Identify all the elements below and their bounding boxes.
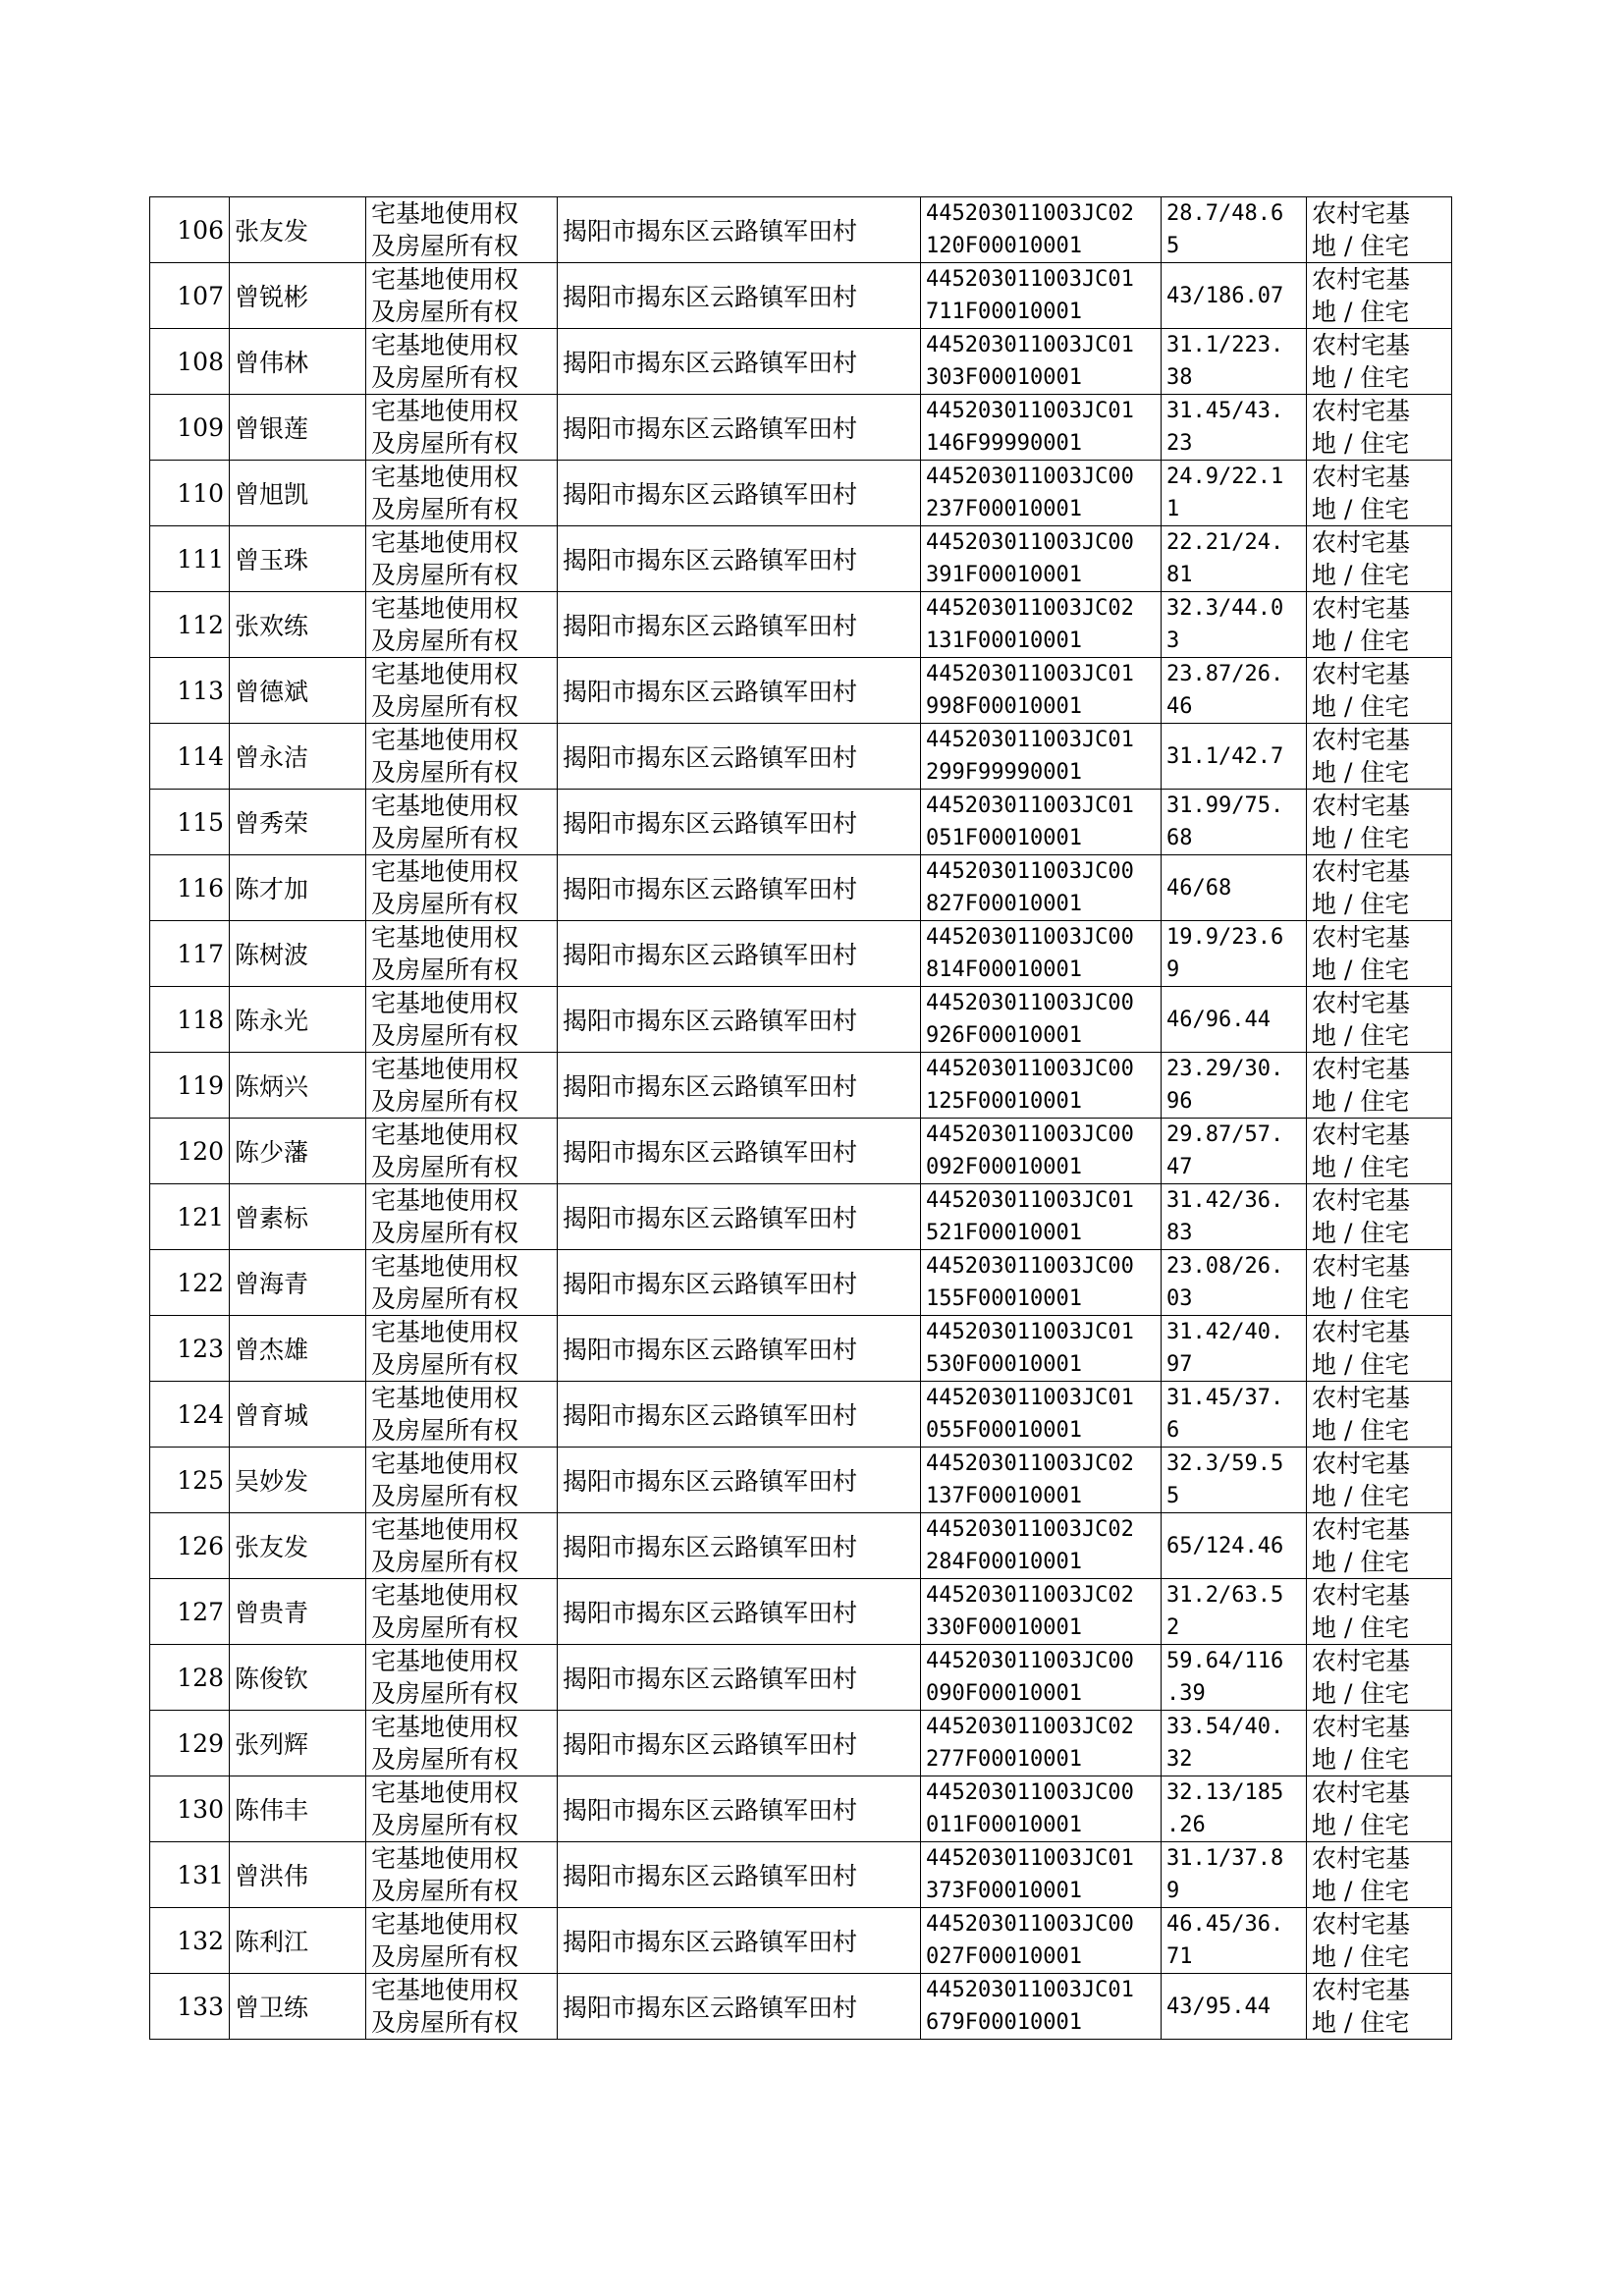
right-type-cell: 宅基地使用权 及房屋所有权 [366, 987, 558, 1053]
row-number-cell: 130 [150, 1776, 230, 1842]
area-cell: 43/95.44 [1162, 1974, 1307, 2040]
location-cell: 揭阳市揭东区云路镇军田村 [558, 1908, 921, 1974]
usage-cell: 农村宅基 地 / 住宅 [1307, 1250, 1452, 1316]
row-number-cell: 112 [150, 592, 230, 658]
owner-name-cell: 陈永光 [230, 987, 366, 1053]
usage-cell: 农村宅基 地 / 住宅 [1307, 395, 1452, 461]
row-number-cell: 120 [150, 1119, 230, 1184]
row-number-cell: 127 [150, 1579, 230, 1645]
usage-cell: 农村宅基 地 / 住宅 [1307, 987, 1452, 1053]
table-row [150, 1250, 1452, 1316]
unit-code-cell: 445203011003JC01 998F00010001 [921, 658, 1162, 724]
row-number-cell: 128 [150, 1645, 230, 1711]
owner-name-cell: 曾锐彬 [230, 263, 366, 329]
table-row [150, 1053, 1452, 1119]
usage-cell: 农村宅基 地 / 住宅 [1307, 197, 1452, 263]
area-cell: 46/96.44 [1162, 987, 1307, 1053]
row-number-cell: 132 [150, 1908, 230, 1974]
area-cell: 43/186.07 [1162, 263, 1307, 329]
table-row [150, 1974, 1452, 2040]
row-number-cell: 113 [150, 658, 230, 724]
right-type-cell: 宅基地使用权 及房屋所有权 [366, 658, 558, 724]
owner-name-cell: 陈才加 [230, 855, 366, 921]
usage-cell: 农村宅基 地 / 住宅 [1307, 855, 1452, 921]
unit-code-cell: 445203011003JC02 120F00010001 [921, 197, 1162, 263]
table-row [150, 592, 1452, 658]
area-cell: 31.1/223. 38 [1162, 329, 1307, 395]
owner-name-cell: 陈利江 [230, 1908, 366, 1974]
usage-cell: 农村宅基 地 / 住宅 [1307, 1842, 1452, 1908]
location-cell: 揭阳市揭东区云路镇军田村 [558, 263, 921, 329]
unit-code-cell: 445203011003JC01 146F99990001 [921, 395, 1162, 461]
unit-code-cell: 445203011003JC00 155F00010001 [921, 1250, 1162, 1316]
unit-code-cell: 445203011003JC00 391F00010001 [921, 526, 1162, 592]
usage-cell: 农村宅基 地 / 住宅 [1307, 1908, 1452, 1974]
table-row [150, 526, 1452, 592]
location-cell: 揭阳市揭东区云路镇军田村 [558, 592, 921, 658]
unit-code-cell: 445203011003JC02 284F00010001 [921, 1513, 1162, 1579]
table-row [150, 1579, 1452, 1645]
area-cell: 31.42/40. 97 [1162, 1316, 1307, 1382]
usage-cell: 农村宅基 地 / 住宅 [1307, 1382, 1452, 1448]
area-cell: 23.29/30. 96 [1162, 1053, 1307, 1119]
usage-cell: 农村宅基 地 / 住宅 [1307, 526, 1452, 592]
location-cell: 揭阳市揭东区云路镇军田村 [558, 1382, 921, 1448]
area-cell: 31.2/63.5 2 [1162, 1579, 1307, 1645]
right-type-cell: 宅基地使用权 及房屋所有权 [366, 1776, 558, 1842]
right-type-cell: 宅基地使用权 及房屋所有权 [366, 526, 558, 592]
area-cell: 32.13/185 .26 [1162, 1776, 1307, 1842]
location-cell: 揭阳市揭东区云路镇军田村 [558, 921, 921, 987]
row-number-cell: 110 [150, 461, 230, 526]
table-row [150, 1513, 1452, 1579]
table-body [150, 197, 1452, 2040]
usage-cell: 农村宅基 地 / 住宅 [1307, 1579, 1452, 1645]
owner-name-cell: 陈树波 [230, 921, 366, 987]
location-cell: 揭阳市揭东区云路镇军田村 [558, 1316, 921, 1382]
unit-code-cell: 445203011003JC00 814F00010001 [921, 921, 1162, 987]
owner-name-cell: 曾洪伟 [230, 1842, 366, 1908]
area-cell: 23.08/26. 03 [1162, 1250, 1307, 1316]
right-type-cell: 宅基地使用权 及房屋所有权 [366, 1711, 558, 1776]
unit-code-cell: 445203011003JC01 051F00010001 [921, 790, 1162, 855]
unit-code-cell: 445203011003JC01 303F00010001 [921, 329, 1162, 395]
owner-name-cell: 张欢练 [230, 592, 366, 658]
location-cell: 揭阳市揭东区云路镇军田村 [558, 329, 921, 395]
location-cell: 揭阳市揭东区云路镇军田村 [558, 1974, 921, 2040]
right-type-cell: 宅基地使用权 及房屋所有权 [366, 395, 558, 461]
row-number-cell: 111 [150, 526, 230, 592]
area-cell: 46.45/36. 71 [1162, 1908, 1307, 1974]
usage-cell: 农村宅基 地 / 住宅 [1307, 658, 1452, 724]
unit-code-cell: 445203011003JC01 055F00010001 [921, 1382, 1162, 1448]
usage-cell: 农村宅基 地 / 住宅 [1307, 921, 1452, 987]
table-row [150, 1842, 1452, 1908]
unit-code-cell: 445203011003JC00 090F00010001 [921, 1645, 1162, 1711]
row-number-cell: 123 [150, 1316, 230, 1382]
right-type-cell: 宅基地使用权 及房屋所有权 [366, 1842, 558, 1908]
row-number-cell: 129 [150, 1711, 230, 1776]
right-type-cell: 宅基地使用权 及房屋所有权 [366, 1908, 558, 1974]
right-type-cell: 宅基地使用权 及房屋所有权 [366, 1316, 558, 1382]
table-row [150, 1382, 1452, 1448]
row-number-cell: 126 [150, 1513, 230, 1579]
usage-cell: 农村宅基 地 / 住宅 [1307, 461, 1452, 526]
row-number-cell: 133 [150, 1974, 230, 2040]
table-row [150, 395, 1452, 461]
location-cell: 揭阳市揭东区云路镇军田村 [558, 1645, 921, 1711]
area-cell: 59.64/116 .39 [1162, 1645, 1307, 1711]
owner-name-cell: 曾秀荣 [230, 790, 366, 855]
right-type-cell: 宅基地使用权 及房屋所有权 [366, 790, 558, 855]
area-cell: 23.87/26. 46 [1162, 658, 1307, 724]
area-cell: 65/124.46 [1162, 1513, 1307, 1579]
area-cell: 28.7/48.6 5 [1162, 197, 1307, 263]
owner-name-cell: 曾素标 [230, 1184, 366, 1250]
location-cell: 揭阳市揭东区云路镇军田村 [558, 526, 921, 592]
right-type-cell: 宅基地使用权 及房屋所有权 [366, 1974, 558, 2040]
area-cell: 22.21/24. 81 [1162, 526, 1307, 592]
table-row [150, 1119, 1452, 1184]
owner-name-cell: 陈少藩 [230, 1119, 366, 1184]
owner-name-cell: 陈炳兴 [230, 1053, 366, 1119]
location-cell: 揭阳市揭东区云路镇军田村 [558, 197, 921, 263]
owner-name-cell: 曾德斌 [230, 658, 366, 724]
usage-cell: 农村宅基 地 / 住宅 [1307, 1448, 1452, 1513]
right-type-cell: 宅基地使用权 及房屋所有权 [366, 329, 558, 395]
location-cell: 揭阳市揭东区云路镇军田村 [558, 1711, 921, 1776]
owner-name-cell: 曾永洁 [230, 724, 366, 790]
unit-code-cell: 445203011003JC00 011F00010001 [921, 1776, 1162, 1842]
row-number-cell: 117 [150, 921, 230, 987]
location-cell: 揭阳市揭东区云路镇军田村 [558, 1184, 921, 1250]
unit-code-cell: 445203011003JC02 131F00010001 [921, 592, 1162, 658]
area-cell: 31.45/43. 23 [1162, 395, 1307, 461]
area-cell: 32.3/59.5 5 [1162, 1448, 1307, 1513]
usage-cell: 农村宅基 地 / 住宅 [1307, 329, 1452, 395]
unit-code-cell: 445203011003JC02 137F00010001 [921, 1448, 1162, 1513]
unit-code-cell: 445203011003JC01 711F00010001 [921, 263, 1162, 329]
row-number-cell: 108 [150, 329, 230, 395]
right-type-cell: 宅基地使用权 及房屋所有权 [366, 921, 558, 987]
location-cell: 揭阳市揭东区云路镇军田村 [558, 855, 921, 921]
right-type-cell: 宅基地使用权 及房屋所有权 [366, 1448, 558, 1513]
right-type-cell: 宅基地使用权 及房屋所有权 [366, 1053, 558, 1119]
registration-table [149, 196, 1452, 2040]
area-cell: 46/68 [1162, 855, 1307, 921]
area-cell: 32.3/44.0 3 [1162, 592, 1307, 658]
location-cell: 揭阳市揭东区云路镇军田村 [558, 1513, 921, 1579]
row-number-cell: 121 [150, 1184, 230, 1250]
unit-code-cell: 445203011003JC00 125F00010001 [921, 1053, 1162, 1119]
area-cell: 31.42/36. 83 [1162, 1184, 1307, 1250]
area-cell: 29.87/57. 47 [1162, 1119, 1307, 1184]
usage-cell: 农村宅基 地 / 住宅 [1307, 1513, 1452, 1579]
row-number-cell: 124 [150, 1382, 230, 1448]
usage-cell: 农村宅基 地 / 住宅 [1307, 592, 1452, 658]
row-number-cell: 125 [150, 1448, 230, 1513]
row-number-cell: 109 [150, 395, 230, 461]
owner-name-cell: 曾海青 [230, 1250, 366, 1316]
unit-code-cell: 445203011003JC01 530F00010001 [921, 1316, 1162, 1382]
usage-cell: 农村宅基 地 / 住宅 [1307, 1645, 1452, 1711]
row-number-cell: 118 [150, 987, 230, 1053]
owner-name-cell: 曾育城 [230, 1382, 366, 1448]
unit-code-cell: 445203011003JC00 237F00010001 [921, 461, 1162, 526]
unit-code-cell: 445203011003JC02 330F00010001 [921, 1579, 1162, 1645]
usage-cell: 农村宅基 地 / 住宅 [1307, 724, 1452, 790]
usage-cell: 农村宅基 地 / 住宅 [1307, 1974, 1452, 2040]
table-row [150, 921, 1452, 987]
unit-code-cell: 445203011003JC02 277F00010001 [921, 1711, 1162, 1776]
owner-name-cell: 曾伟林 [230, 329, 366, 395]
usage-cell: 农村宅基 地 / 住宅 [1307, 1184, 1452, 1250]
table-row [150, 329, 1452, 395]
right-type-cell: 宅基地使用权 及房屋所有权 [366, 1184, 558, 1250]
location-cell: 揭阳市揭东区云路镇军田村 [558, 1579, 921, 1645]
usage-cell: 农村宅基 地 / 住宅 [1307, 1053, 1452, 1119]
owner-name-cell: 曾玉珠 [230, 526, 366, 592]
area-cell: 31.45/37. 6 [1162, 1382, 1307, 1448]
right-type-cell: 宅基地使用权 及房屋所有权 [366, 1250, 558, 1316]
right-type-cell: 宅基地使用权 及房屋所有权 [366, 855, 558, 921]
right-type-cell: 宅基地使用权 及房屋所有权 [366, 1382, 558, 1448]
owner-name-cell: 曾旭凯 [230, 461, 366, 526]
owner-name-cell: 张友发 [230, 1513, 366, 1579]
area-cell: 31.1/37.8 9 [1162, 1842, 1307, 1908]
owner-name-cell: 陈俊钦 [230, 1645, 366, 1711]
location-cell: 揭阳市揭东区云路镇军田村 [558, 658, 921, 724]
location-cell: 揭阳市揭东区云路镇军田村 [558, 1448, 921, 1513]
unit-code-cell: 445203011003JC00 926F00010001 [921, 987, 1162, 1053]
unit-code-cell: 445203011003JC01 299F99990001 [921, 724, 1162, 790]
usage-cell: 农村宅基 地 / 住宅 [1307, 790, 1452, 855]
table-row [150, 263, 1452, 329]
location-cell: 揭阳市揭东区云路镇军田村 [558, 1053, 921, 1119]
location-cell: 揭阳市揭东区云路镇军田村 [558, 1250, 921, 1316]
table-row [150, 658, 1452, 724]
table-row [150, 1645, 1452, 1711]
usage-cell: 农村宅基 地 / 住宅 [1307, 1119, 1452, 1184]
location-cell: 揭阳市揭东区云路镇军田村 [558, 790, 921, 855]
table-row [150, 461, 1452, 526]
table-row [150, 197, 1452, 263]
table-row [150, 987, 1452, 1053]
right-type-cell: 宅基地使用权 及房屋所有权 [366, 1579, 558, 1645]
location-cell: 揭阳市揭东区云路镇军田村 [558, 1119, 921, 1184]
row-number-cell: 131 [150, 1842, 230, 1908]
table-row [150, 1184, 1452, 1250]
owner-name-cell: 张友发 [230, 197, 366, 263]
row-number-cell: 115 [150, 790, 230, 855]
area-cell: 24.9/22.1 1 [1162, 461, 1307, 526]
table-row [150, 1908, 1452, 1974]
location-cell: 揭阳市揭东区云路镇军田村 [558, 461, 921, 526]
right-type-cell: 宅基地使用权 及房屋所有权 [366, 197, 558, 263]
location-cell: 揭阳市揭东区云路镇军田村 [558, 1842, 921, 1908]
location-cell: 揭阳市揭东区云路镇军田村 [558, 987, 921, 1053]
unit-code-cell: 445203011003JC01 679F00010001 [921, 1974, 1162, 2040]
location-cell: 揭阳市揭东区云路镇军田村 [558, 1776, 921, 1842]
right-type-cell: 宅基地使用权 及房屋所有权 [366, 1645, 558, 1711]
table-row [150, 1448, 1452, 1513]
unit-code-cell: 445203011003JC00 027F00010001 [921, 1908, 1162, 1974]
area-cell: 31.1/42.7 [1162, 724, 1307, 790]
area-cell: 31.99/75. 68 [1162, 790, 1307, 855]
unit-code-cell: 445203011003JC00 092F00010001 [921, 1119, 1162, 1184]
row-number-cell: 122 [150, 1250, 230, 1316]
owner-name-cell: 吴妙发 [230, 1448, 366, 1513]
table-row [150, 1776, 1452, 1842]
table-row [150, 790, 1452, 855]
owner-name-cell: 曾贵青 [230, 1579, 366, 1645]
owner-name-cell: 张列辉 [230, 1711, 366, 1776]
row-number-cell: 114 [150, 724, 230, 790]
unit-code-cell: 445203011003JC00 827F00010001 [921, 855, 1162, 921]
row-number-cell: 107 [150, 263, 230, 329]
row-number-cell: 106 [150, 197, 230, 263]
table-row [150, 1711, 1452, 1776]
table-row [150, 855, 1452, 921]
usage-cell: 农村宅基 地 / 住宅 [1307, 1316, 1452, 1382]
right-type-cell: 宅基地使用权 及房屋所有权 [366, 592, 558, 658]
usage-cell: 农村宅基 地 / 住宅 [1307, 1776, 1452, 1842]
location-cell: 揭阳市揭东区云路镇军田村 [558, 395, 921, 461]
unit-code-cell: 445203011003JC01 373F00010001 [921, 1842, 1162, 1908]
owner-name-cell: 曾卫练 [230, 1974, 366, 2040]
right-type-cell: 宅基地使用权 及房屋所有权 [366, 724, 558, 790]
area-cell: 19.9/23.6 9 [1162, 921, 1307, 987]
usage-cell: 农村宅基 地 / 住宅 [1307, 263, 1452, 329]
owner-name-cell: 陈伟丰 [230, 1776, 366, 1842]
right-type-cell: 宅基地使用权 及房屋所有权 [366, 461, 558, 526]
unit-code-cell: 445203011003JC01 521F00010001 [921, 1184, 1162, 1250]
usage-cell: 农村宅基 地 / 住宅 [1307, 1711, 1452, 1776]
table-row [150, 724, 1452, 790]
right-type-cell: 宅基地使用权 及房屋所有权 [366, 263, 558, 329]
right-type-cell: 宅基地使用权 及房屋所有权 [366, 1119, 558, 1184]
location-cell: 揭阳市揭东区云路镇军田村 [558, 724, 921, 790]
right-type-cell: 宅基地使用权 及房屋所有权 [366, 1513, 558, 1579]
row-number-cell: 116 [150, 855, 230, 921]
table-row [150, 1316, 1452, 1382]
row-number-cell: 119 [150, 1053, 230, 1119]
area-cell: 33.54/40. 32 [1162, 1711, 1307, 1776]
owner-name-cell: 曾银莲 [230, 395, 366, 461]
owner-name-cell: 曾杰雄 [230, 1316, 366, 1382]
